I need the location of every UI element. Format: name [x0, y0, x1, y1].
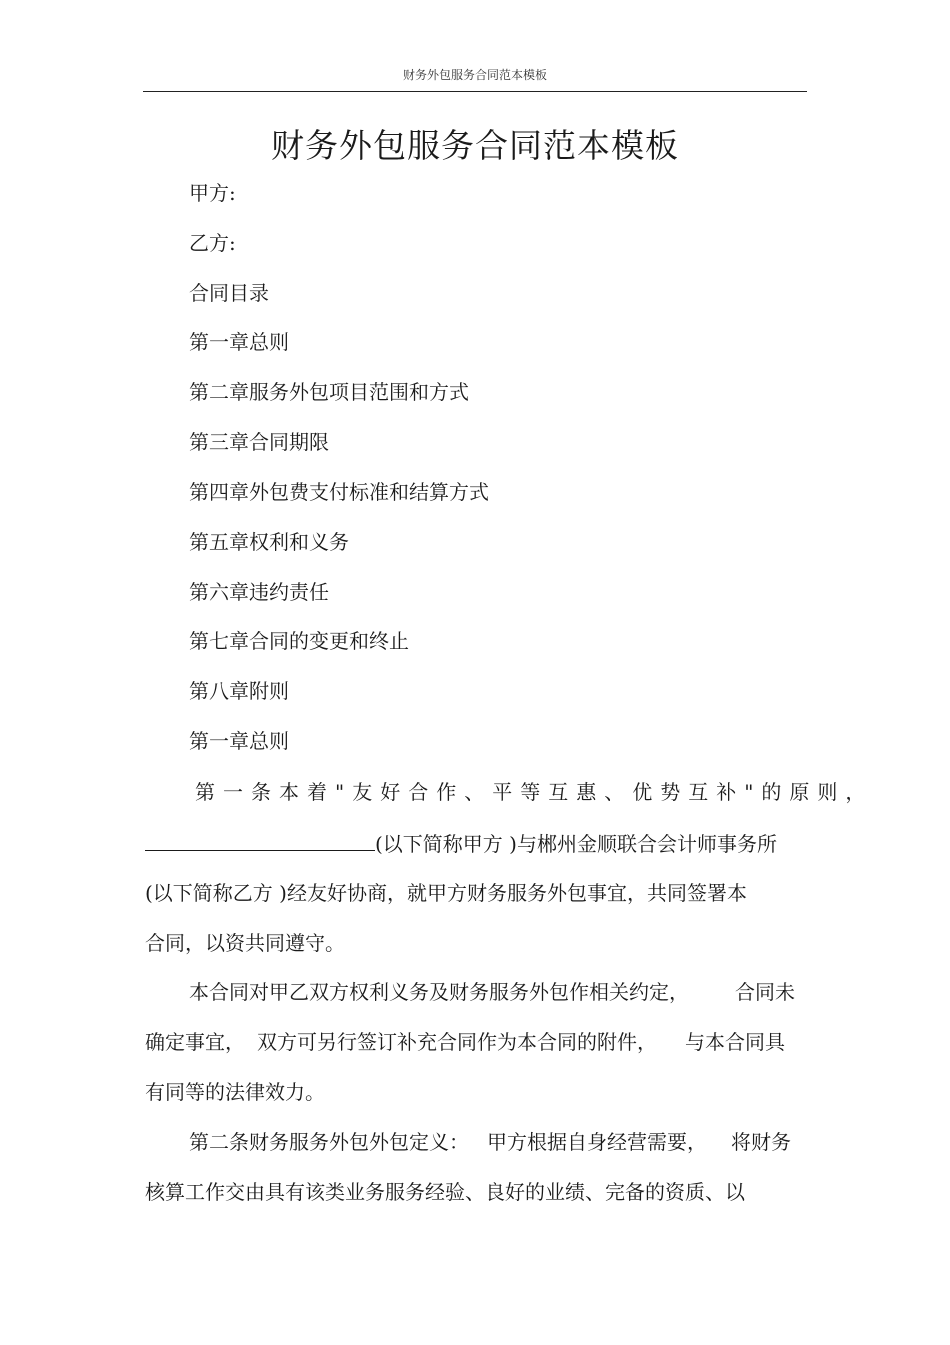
toc-heading: 合同目录 [189, 281, 269, 305]
paragraph-2-line-1-a: 本合同对甲乙双方权利义务及财务服务外包作相关约定， [189, 980, 689, 1004]
toc-item: 第二章服务外包项目范围和方式 [189, 380, 469, 404]
paragraph-2-line-3: 有同等的法律效力。 [145, 1080, 325, 1104]
paragraph-2-line-2-b: 双方可另行签订补充合同作为本合同的附件， [257, 1030, 657, 1054]
chapter-heading: 第一章总则 [189, 729, 289, 753]
paragraph-2-line-2 [145, 1028, 785, 1056]
toc-item: 第六章违约责任 [189, 580, 329, 604]
article-1-line-4: 合同，以资共同遵守。 [145, 931, 345, 955]
article-2-line-1-b: 甲方根据自身经营需要， [487, 1130, 707, 1154]
paragraph-2-line-2-c: 与本合同具 [685, 1030, 785, 1054]
article-1-line-2 [145, 830, 777, 858]
paragraph-2-line-2-a: 确定事宜， [145, 1030, 245, 1054]
toc-item: 第一章总则 [189, 330, 289, 354]
party-a-blank [145, 832, 375, 851]
header-rule [143, 91, 807, 92]
toc-item: 第五章权利和义务 [189, 530, 349, 554]
party-b-label: 乙方: [189, 231, 236, 255]
party-a-label: 甲方: [189, 181, 236, 205]
article-2-line-1-a: 第二条财务服务外包外包定义： [189, 1130, 469, 1154]
toc-item: 第七章合同的变更和终止 [189, 629, 409, 653]
article-2-line-1 [189, 1128, 791, 1156]
paragraph-2-line-1 [189, 978, 795, 1006]
article-1-line-1: 第一条本着"友好合作、平等互惠、优势互补"的原则， [195, 780, 874, 804]
toc-item: 第八章附则 [189, 679, 289, 703]
paragraph-2-line-1-b: 合同未 [735, 980, 795, 1004]
article-1-line-3: (以下简称乙方 )经友好协商，就甲方财务服务外包事宜，共同签署本 [145, 881, 747, 905]
document-title: 财务外包服务合同范本模板 [271, 126, 679, 165]
toc-item: 第四章外包费支付标准和结算方式 [189, 480, 489, 504]
article-1-line-2-text: (以下简称甲方 )与郴州金顺联合会计师事务所 [375, 832, 777, 856]
article-2-line-1-c: 将财务 [731, 1130, 791, 1154]
running-header: 财务外包服务合同范本模板 [402, 68, 547, 82]
article-2-line-2: 核算工作交由具有该类业务服务经验、良好的业绩、完备的资质、以 [145, 1180, 745, 1204]
toc-item: 第三章合同期限 [189, 430, 329, 454]
